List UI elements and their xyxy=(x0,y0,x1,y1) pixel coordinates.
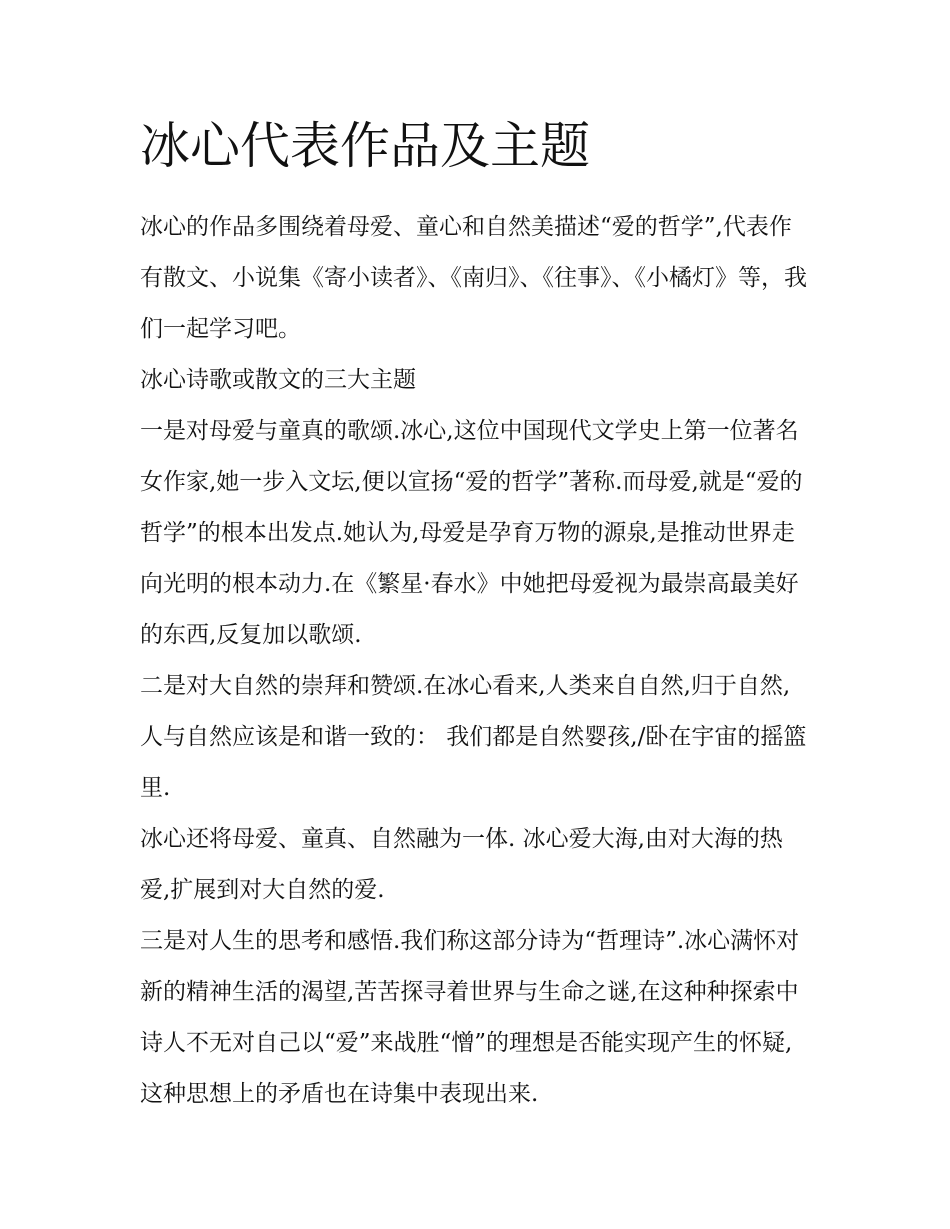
paragraph-intro: 冰心的作品多围绕着母爱、童心和自然美描述“爱的哲学”,代表作有散文、小说集《寄小读者》、《南归》、《往事》、《小橘灯》等，我们一起学习吧。 xyxy=(140,214,807,342)
paragraph-theme-one: 一是对母爱与童真的歌颂.冰心,这位中国现代文学史上第一位著名女作家,她一步入文坛,便以宣扬“爱的哲学”著称.而母爱,就是“爱的哲学”的根本出发点.她认为,母爱是孕育万物的源泉,是推动世界走向光明的根本动力.在《繁星·春水》中她把母爱视为最崇高最美好的东西,反复加以歌颂. xyxy=(140,418,803,648)
paragraph-unity: 冰心还将母爱、童真、自然融为一体. 冰心爱大海,由对大海的热爱,扩展到对大自然的爱. xyxy=(140,826,783,903)
paragraph-subheading: 冰心诗歌或散文的三大主题 xyxy=(140,367,416,393)
document-title: 冰心代表作品及主题 xyxy=(140,117,590,175)
document-page xyxy=(140,112,812,1120)
paragraph-theme-two: 二是对大自然的崇拜和赞颂.在冰心看来,人类来自自然,归于自然,人与自然应该是和谐一致的： 我们都是自然婴孩,/卧在宇宙的摇篮里. xyxy=(140,673,807,801)
paragraph-theme-three: 三是对人生的思考和感悟.我们称这部分诗为“哲理诗”.冰心满怀对新的精神生活的渴望,苦苦探寻着世界与生命之谜,在这种种探索中诗人不无对自己以“爱”来战胜“憎”的理想是否能实现产生的怀疑,这种思想上的矛盾也在诗集中表现出来. xyxy=(140,928,800,1107)
